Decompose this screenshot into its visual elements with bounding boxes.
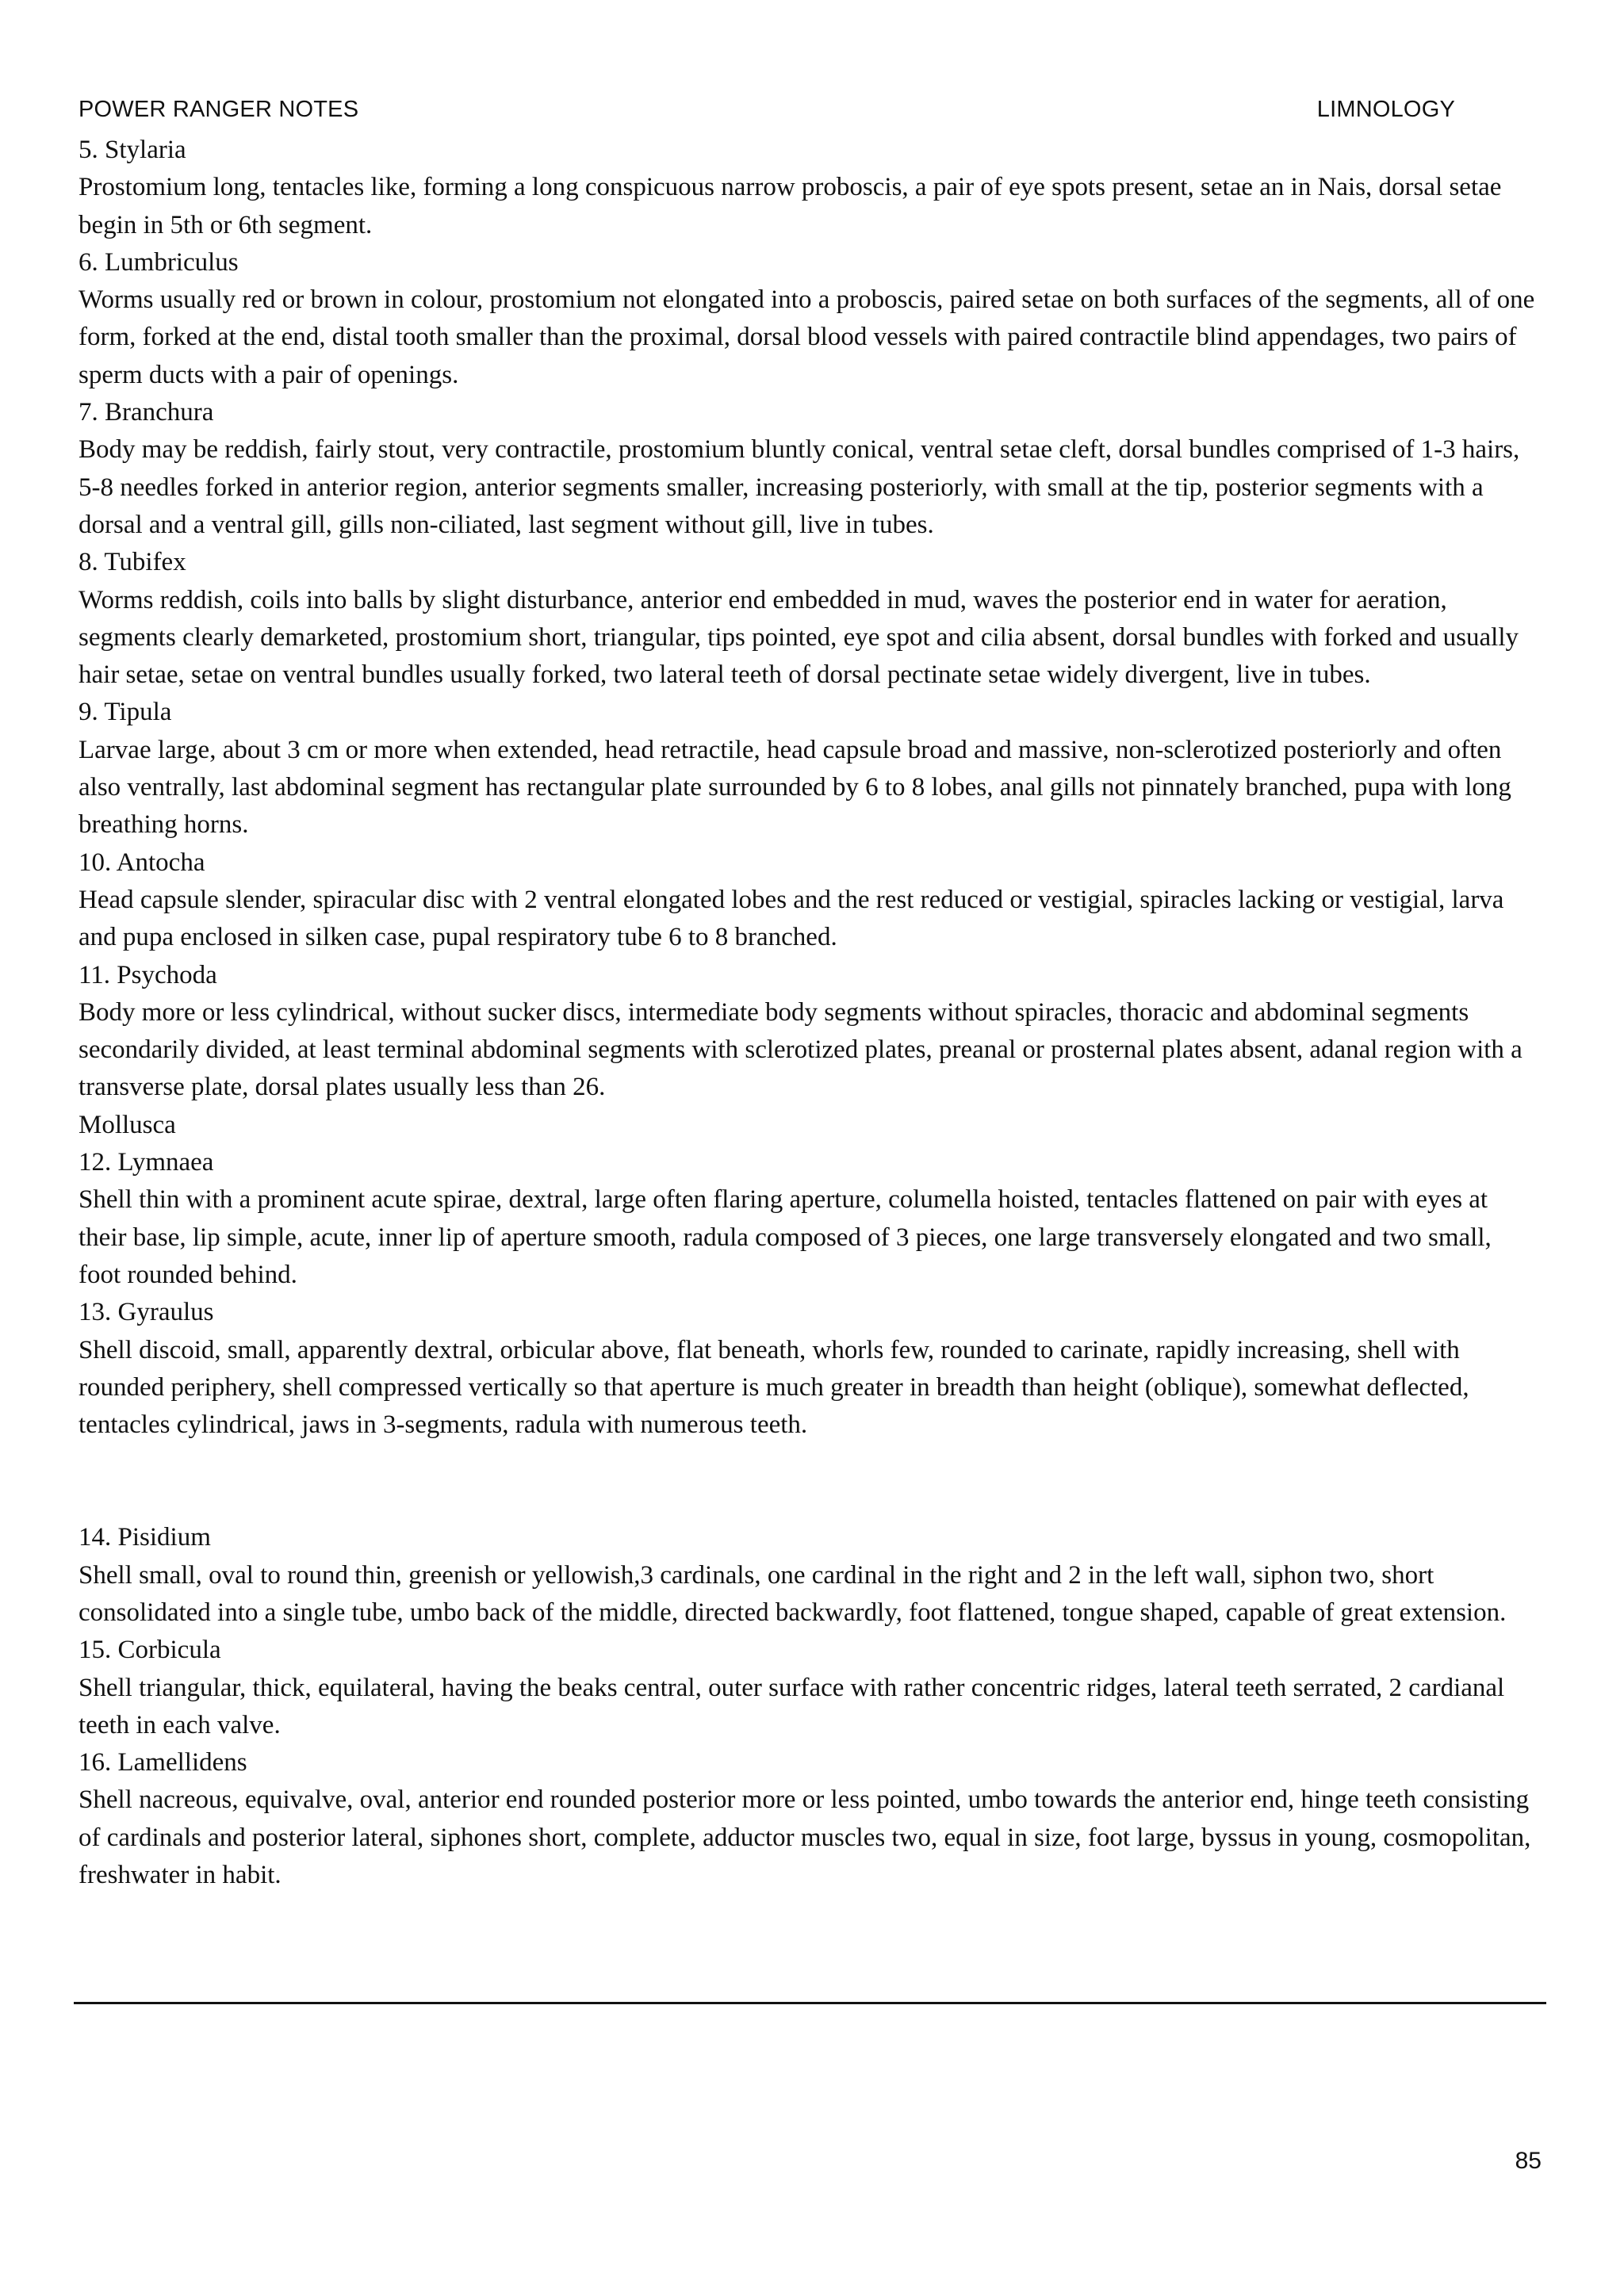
entry-text: Prostomium long, tentacles like, forming a long conspicuous narrow proboscis, a pair of eye spots present, setae an in Nais, dorsal setae begin in 5th or 6th segment. xyxy=(79,173,1502,239)
entry-heading: 12. Lymnaea xyxy=(79,1148,214,1177)
entry-text: Worms usually red or brown in colour, prostomium not elongated into a proboscis, paired setae on both surfaces of the segments, all of one form, forked at the end, distal tooth smaller than the proximal, dorsal blood vessels with paired contractile blind appendages, two pairs of sperm ducts with a pair of openings. xyxy=(79,285,1535,389)
entry-heading: 13. Gyraulus xyxy=(79,1298,214,1327)
notes-body xyxy=(79,132,1538,1894)
entry-heading: 14. Pisidium xyxy=(79,1523,211,1552)
footer-divider xyxy=(74,2002,1546,2004)
page-number: 85 xyxy=(1515,2148,1542,2174)
entry-text: Body may be reddish, fairly stout, very contractile, prostomium bluntly conical, ventral setae cleft, dorsal bundles comprised of 1-3 hairs, 5-8 needles forked in anterior region, anterior segments smaller, increasing posteriorly, with small at the tip, posterior segments with a dorsal and a ventral gill, gills non-ciliated, last segment without gill, live in tubes. xyxy=(79,435,1520,539)
entry-heading: 8. Tubifex xyxy=(79,548,186,577)
entry-heading: 16. Lamellidens xyxy=(79,1748,247,1777)
entry-text: Shell triangular, thick, equilateral, having the beaks central, outer surface with rather concentric ridges, lateral teeth serrated, 2 cardianal teeth in each valve. xyxy=(79,1673,1505,1739)
entry-text: Larvae large, about 3 cm or more when extended, head retractile, head capsule broad and massive, non-sclerotized posteriorly and often also ventrally, last abdominal segment has rectangular plate surrounded by 6 to 8 lobes, anal gills not pinnately branched, pupa with long breathing horns. xyxy=(79,735,1511,840)
entry-heading: 10. Antocha xyxy=(79,848,205,877)
entry-heading: 6. Lumbriculus xyxy=(79,247,239,277)
entry-heading: 7. Branchura xyxy=(79,398,214,427)
entry-text: Shell discoid, small, apparently dextral, orbicular above, flat beneath, whorls few, rounded to carinate, rapidly increasing, shell with rounded periphery, shell compressed vertically so that aperture is much greater in breadth than height (oblique), somewhat deflected, tentacles cylindrical, jaws in 3-segments, radula with numerous teeth. xyxy=(79,1335,1469,1440)
header-left-title: POWER RANGER NOTES xyxy=(79,97,359,122)
entry-text: Shell nacreous, equivalve, oval, anterior end rounded posterior more or less pointed, umbo towards the anterior end, hinge teeth consisting of cardinals and posterior lateral, siphones short, complete, adductor muscles two, equal in size, foot large, byssus in young, cosmopolitan, freshwater in habit. xyxy=(79,1785,1531,1890)
blank-gap xyxy=(79,1444,1538,1519)
entry-heading: 5. Stylaria xyxy=(79,136,186,164)
entry-text: Shell thin with a prominent acute spirae, dextral, large often flaring aperture, columella hoisted, tentacles flattened on pair with eyes at their base, lip simple, acute, inner lip of aperture smooth, radula composed of 3 pieces, one large transversely elongated and two small, foot rounded behind. xyxy=(79,1185,1492,1289)
entry-heading: 15. Corbicula xyxy=(79,1636,221,1665)
entry-text: Worms reddish, coils into balls by slight disturbance, anterior end embedded in mud, waves the posterior end in water for aeration, segments clearly demarketed, prostomium short, triangular, tips pointed, eye spot and cilia absent, dorsal bundles with forked and usually hair setae, setae on ventral bundles usually forked, two lateral teeth of dorsal pectinate setae widely divergent, live in tubes. xyxy=(79,585,1519,690)
entry-text: Head capsule slender, spiracular disc with 2 ventral elongated lobes and the rest reduced or vestigial, spiracles lacking or vestigial, larva and pupa enclosed in silken case, pupal respiratory tube 6 to 8 branched. xyxy=(79,885,1504,952)
entry-heading: 9. Tipula xyxy=(79,698,172,727)
entry-text: Body more or less cylindrical, without sucker discs, intermediate body segments without spiracles, thoracic and abdominal segments secondarily divided, at least terminal abdominal segments with sclerotized plates, preanal or prosternal plates absent, adanal region with a transverse plate, dorsal plates usually less than 26. xyxy=(79,997,1522,1102)
entry-heading: 11. Psychoda xyxy=(79,960,217,989)
header-right-title: LIMNOLOGY xyxy=(1316,97,1455,122)
section-label: Mollusca xyxy=(79,1110,176,1139)
entry-text: Shell small, oval to round thin, greenish or yellowish,3 cardinals, one cardinal in the right and 2 in the left wall, siphon two, short consolidated into a single tube, umbo back of the middle, directed backwardly, foot flattened, tongue shaped, capable of great extension. xyxy=(79,1560,1507,1627)
